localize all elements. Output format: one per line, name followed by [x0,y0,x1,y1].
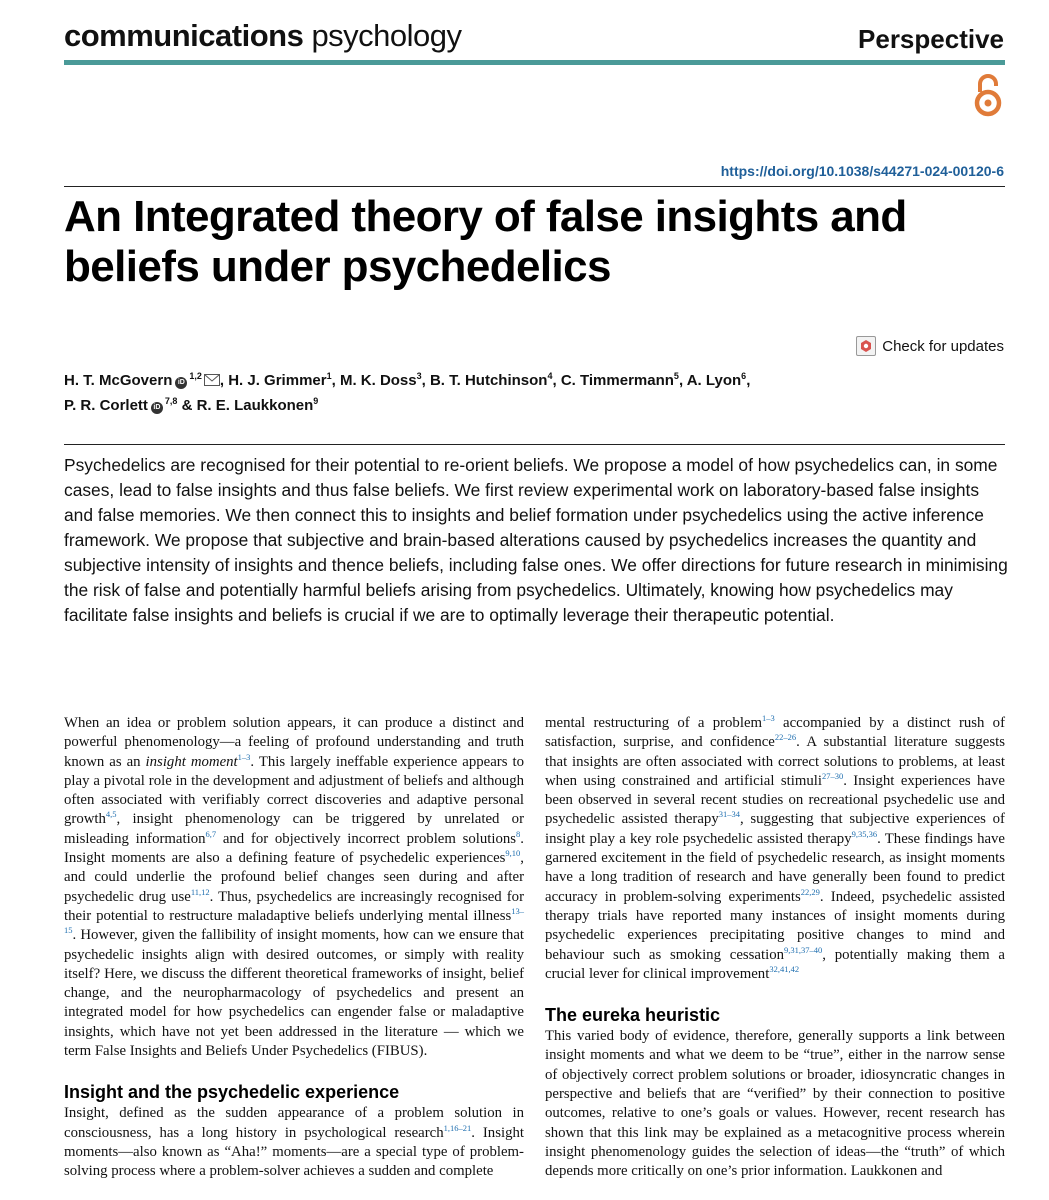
header-rule [64,60,1005,65]
citation-link[interactable]: 6,7 [205,828,217,839]
text-run: , potentially making them a crucial lever for clinical improvement [545,946,1005,982]
affiliation-sup: 4 [547,371,553,381]
orcid-icon[interactable]: iD [151,402,163,414]
citation-link[interactable]: 22–26 [774,732,797,743]
author-name[interactable]: , H. J. Grimmer [219,372,327,389]
author-name[interactable]: H. T. McGovern [64,372,173,389]
text-run: . This largely ineffable experience appears to play a pivotal role in the development and adjustment of beliefs and although often associated with verifiably correct discoveries and adaptive personal growth [64,753,524,828]
citation-link[interactable]: 1–3 [762,713,775,724]
citation-link[interactable]: 9,35,36 [851,828,878,839]
text-run: . However, given the fallibility of insight moments, how can we ensure that psychedelic insights align with desired outcomes, or simply with reality itself? Here, we discuss the different theoretical frameworks of insight, belief change, and the neuropharmacology of psychedelics and present an integrated model for how psychedelics can engender false or maladaptive insights, which have not yet been addressed in the literature — which we term False Insights and Beliefs Under Psychedelics (FIBUS). [64,927,524,1060]
text-emphasis: insight moment [145,753,238,770]
body-paragraph [64,1104,524,1181]
affiliation-sup: 1,2 [189,371,202,381]
citation-link[interactable]: 1,16–21 [443,1122,472,1133]
email-icon[interactable] [204,374,220,386]
section-heading: The eureka heuristic [545,1005,721,1026]
author-name[interactable]: P. R. Corlett [64,397,148,414]
author-name[interactable]: & R. E. Laukkonen [177,397,314,414]
text-run: . A substantial literature suggests that insights are often associated with correct solutions to problems, at least when using constrained and artificial stimuli [545,734,1006,789]
text-run: . Insight moments are also a defining feature of psychedelic experiences [64,830,524,867]
text-run: mental restructuring of a problem [545,715,763,731]
body-paragraph: This varied body of evidence, therefore, generally supports a link between insight moments and what we deem to be “true”, either in the narrow sense of objectively correct problem solutions or broader, idiosyncratic changes in perspective and beliefs that are “verified” by their connection to positive outcomes, relative to one’s goals or values. However, recent research has shown that this link may be explained as a metacognitive process wherein insight phenomenology guides the selection of ideas—the “truth” of which depends more critically on one’s prior information. Laukkonen and [545,1028,1005,1180]
text-run: Insight, defined as the sudden appearance of a problem solution in consciousness, has a long history in psychological research [64,1105,524,1141]
open-access-icon [972,72,1004,118]
text-run: , insight phenomenology can be triggered by unrelated or misleading information [64,811,524,847]
text-run: When an idea or problem solution appears, it can produce a distinct and powerful phenomenology—a feeling of profound understanding and truth known as an [64,715,524,770]
text-run: . Indeed, psychedelic assisted therapy trials have reported many instances of insight moments during psychedelic experiences precipitating positive changes to mind and behaviour such as smoking cessation [545,888,1005,963]
article-type: Perspective [858,24,1004,54]
journal-name [64,18,462,54]
citation-link[interactable]: 9,10 [505,848,521,859]
article-title: An Integrated theory of false insights and beliefs under psychedelics [64,192,907,291]
citation-link[interactable]: 11,12 [190,886,210,897]
text-run: and for objectively incorrect problem solutions [216,830,517,847]
affiliation-sup: 7,8 [164,396,178,406]
doi-rule [64,186,1005,187]
body-column-left [64,714,524,1182]
affiliation-sup: 5 [673,371,679,381]
text-run: . These findings have garnered excitement in the field of psychedelic research, as insight moments have a long tradition of research and have generally been found to predict accuracy in problem-solving experiments [545,830,1005,905]
check-for-updates-button[interactable] [856,336,1004,356]
author-name[interactable]: , C. Timmermann [552,372,674,389]
abstract-rule [64,444,1005,445]
text-run: . Insight moments—also known as “Aha!” moments—are a special type of problem-solving process where a problem-solver achieves a sudden and complete [64,1124,524,1180]
doi-link[interactable]: https://doi.org/10.1038/s44271-024-00120-6 [720,163,1004,179]
body-paragraph [64,714,524,1061]
abstract: Psychedelics are recognised for their potential to re-orient beliefs. We propose a model of how psychedelics can, in some cases, lead to false insights and thus false beliefs. We first review experimental work on laboratory-based false insights and false memories. We then connect this to insights and belief formation under psychedelics using the active inference framework. We propose that subjective and brain-based alterations caused by psychedelics increases the quantity and subjective intensity of insights and thence beliefs, including false ones. We offer directions for future research in minimising the risk of false and potentially harmful beliefs arising from psychedelics. Ultimately, knowing how psychedelics may facilitate false insights and beliefs is crucial if we are to optimally leverage their therapeutic potential. [64,455,1008,625]
body-paragraph [545,714,1005,984]
section-heading: Insight and the psychedelic experience [64,1082,400,1103]
affiliation-sup: 1 [326,371,332,381]
citation-link[interactable]: 13–15 [64,906,524,936]
author-separator: , [746,372,751,389]
citation-link[interactable]: 8 [516,828,521,839]
orcid-icon[interactable]: iD [175,377,187,389]
text-run: . Thus, psychedelics are increasingly recognised for their potential to restructure maladaptive beliefs underlying mental illness [64,888,525,924]
check-updates-label: Check for updates [882,337,1004,355]
affiliation-sup: 9 [313,396,319,406]
author-name[interactable]: , B. T. Hutchinson [421,372,548,389]
author-name[interactable]: , A. Lyon [678,372,742,389]
body-column-right [545,714,1005,1182]
text-run: , and could underlie the profound belief changes seen during and after psychedelic drug use [64,850,524,905]
citation-link[interactable]: 31–34 [718,809,740,820]
text-run: , suggesting that subjective experiences of insight play a key role psychedelic assisted therapy [545,811,1005,847]
author-name[interactable]: , M. K. Doss [331,372,417,389]
journal-name-light: psychology [303,18,462,53]
citation-link[interactable]: 9,31,37–40 [784,944,823,955]
affiliation-sup: 3 [416,371,422,381]
author-list [64,366,964,416]
text-run: . Insight experiences have been observed in several recent studies on recreational psychedelic use and psychedelic assisted therapy [545,772,1005,828]
check-updates-icon [856,336,876,356]
citation-link[interactable]: 1–3 [237,751,251,762]
journal-name-bold: communications [64,18,304,53]
citation-link[interactable]: 32,41,42 [769,963,800,974]
affiliation-sup: 6 [741,371,747,381]
citation-link[interactable]: 27–30 [821,770,844,781]
text-run: accompanied by a distinct rush of satisfaction, surprise, and confidence [545,715,1005,751]
citation-link[interactable]: 4,5 [105,809,117,820]
citation-link[interactable]: 22,29 [800,886,820,897]
